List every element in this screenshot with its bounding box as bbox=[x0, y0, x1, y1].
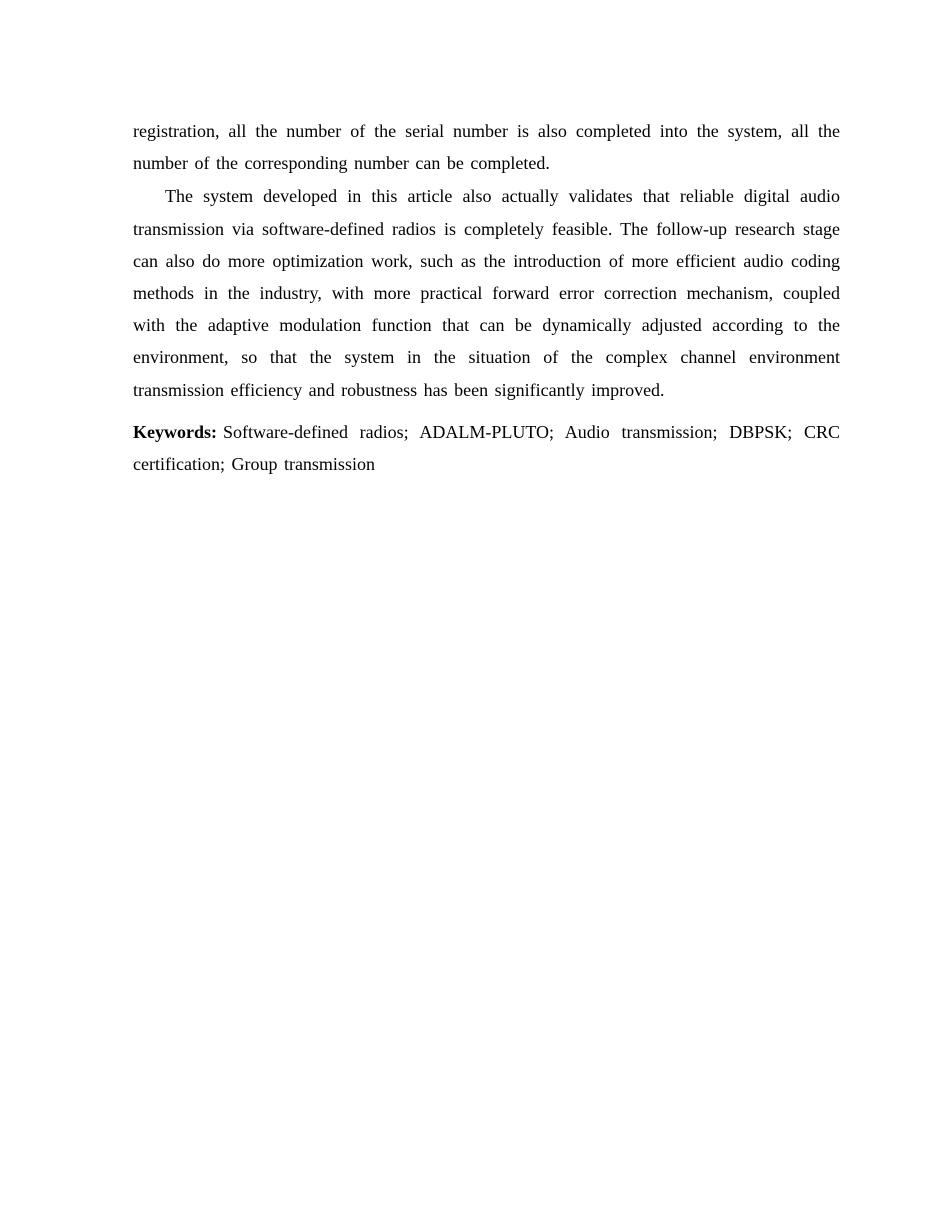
keywords-line bbox=[133, 416, 840, 480]
keywords-text: Software-defined radios; ADALM-PLUTO; Audio transmission; DBPSK; CRC certification; Group transmission bbox=[133, 421, 840, 475]
keywords-label: Keywords: bbox=[133, 421, 217, 442]
paragraph-continued: registration, all the number of the serial number is also completed into the system, all the number of the corresponding number can be completed. bbox=[133, 121, 840, 174]
paragraph-system-validation: The system developed in this article also actually validates that reliable digital audio transmission via software-defined radios is completely feasible. The follow-up research stage can also do more optimization work, such as the introduction of more efficient audio coding methods in the industry, with more practical forward error correction mechanism, coupled with the adaptive modulation function that can be dynamically adjusted according to the environment, so that the system in the situation of the complex channel environment transmission efficiency and robustness has been significantly improved. bbox=[133, 186, 840, 400]
page-body bbox=[133, 115, 840, 480]
